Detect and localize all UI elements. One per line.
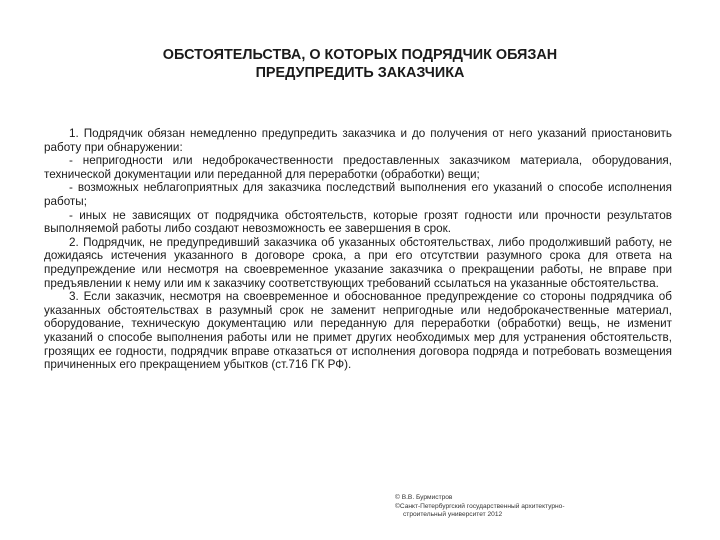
body-text xyxy=(44,127,672,372)
paragraph-clause-2: 2. Подрядчик, не предупредивший заказчика об указанных обстоятельствах, либо продолживший работу, не дожидаясь истечения указанного в договоре срока, а при его отсутствии разумного срока для ответа на предупреждение или несмотря на своевременное указание заказчика о прекращении работы, не вправе при предъявлении к нему или им к заказчику соответствующих требований ссылаться на указанные обстоятельства. xyxy=(44,235,672,290)
slide-title xyxy=(60,46,660,82)
list-item-other-circumstances: - иных не зависящих от подрядчика обстоятельств, которые грозят годности или прочности результатов выполняемой работы либо создают невозможность ее завершения в срок. xyxy=(44,208,672,236)
list-item-unsuitable-materials: - непригодности или недоброкачественности предоставленных заказчиком материала, оборудования, технической документации или переданной для переработки (обработки) вещи; xyxy=(44,154,672,181)
credits-author: © В.В. Бурмистров xyxy=(395,494,453,501)
credits-institution-line-1: ©Санкт-Петербургский государственный архитектурно- xyxy=(395,502,565,510)
slide-title-line-1: ОБСТОЯТЕЛЬСТВА, О КОТОРЫХ ПОДРЯДЧИК ОБЯЗАН xyxy=(162,47,558,63)
credits-institution-line-2: строительный университет 2012 xyxy=(403,511,503,519)
paragraph-clause-1: 1. Подрядчик обязан немедленно предупредить заказчика и до получения от него указаний приостановить работу при обнаружении: xyxy=(44,127,672,154)
paragraph-clause-3: 3. Если заказчик, несмотря на своевременное и обоснованное предупреждение со стороны подрядчика об указанных обстоятельствах в разумный срок не заменит непригодные или недоброкачественные материал, оборудование, техническую документацию или переданную для переработки (обработки) вещь, не изменит указаний о способе выполнения работы или не примет других необходимых мер для устранения обстоятельств, грозящих ее годности, подрядчик вправе отказаться от исполнения договора подряда и потребовать возмещения причиненных его прекращением убытков (ст.716 ГК РФ). xyxy=(44,290,672,372)
list-item-adverse-consequences: - возможных неблагоприятных для заказчика последствий выполнения его указаний о способе исполнения работы; xyxy=(44,181,672,208)
slide-title-line-2: ПРЕДУПРЕДИТЬ ЗАКАЗЧИКА xyxy=(255,65,465,81)
credits xyxy=(395,494,565,520)
